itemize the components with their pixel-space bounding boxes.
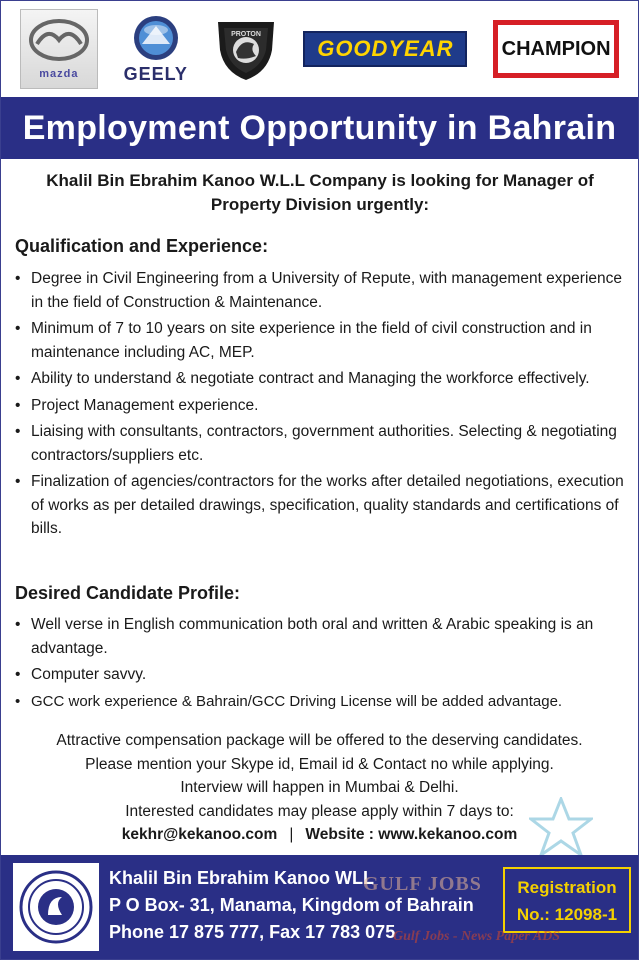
interview-location: Interview will happen in Mumbai & Delhi. (180, 779, 459, 796)
proton-wordmark: PROTON (230, 31, 261, 38)
qualification-list (15, 267, 635, 544)
goodyear-logo (303, 31, 467, 67)
postal-address: P O Box- 31, Manama, Kingdom of Bahrain (109, 895, 474, 915)
application-instructions: Please mention your Skype id, Email id & Contact no while applying. (85, 755, 554, 773)
intro-text: Khalil Bin Ebrahim Kanoo W.L.L Company is looking for Manager of Property Division urgently: (46, 171, 594, 214)
company-name: Khalil Bin Ebrahim Kanoo WLL (109, 868, 374, 888)
list-item: • Well verse in English communication both oral and written & Arabic speaking is an advantage. (15, 613, 635, 660)
mazda-emblem-icon (28, 18, 90, 62)
mazda-logo (20, 9, 98, 89)
website-link[interactable]: Website : www.kekanoo.com (305, 826, 518, 843)
profile-list (15, 613, 635, 716)
list-item: • Computer savvy. (15, 663, 635, 687)
champion-logo (493, 20, 619, 78)
email-link[interactable]: kekhr@kekanoo.com (121, 826, 278, 843)
champion-wordmark: CHAMPION (498, 25, 614, 73)
compensation-text: Attractive compensation package will be offered to the deserving candidates. (56, 732, 583, 749)
qualification-heading: Qualification and Experience: (15, 236, 269, 256)
company-address (109, 865, 474, 946)
registration-badge (503, 867, 631, 933)
goodyear-wordmark: GOODYEAR (303, 31, 467, 67)
list-item: • Degree in Civil Engineering from a University of Repute, with management experience in the field of Construction & Maintenance. (15, 267, 635, 314)
geely-wordmark: GEELY (123, 63, 188, 84)
phone-fax: Phone 17 875 777, Fax 17 783 075 (109, 922, 396, 942)
apply-deadline: Interested candidates may please apply within 7 days to: (125, 802, 514, 820)
kanoo-emblem-icon (18, 869, 94, 945)
proton-emblem-icon (214, 16, 278, 82)
watermark-star-icon (529, 797, 593, 857)
proton-logo (214, 16, 278, 82)
mazda-wordmark: mazda (39, 68, 79, 80)
profile-heading: Desired Candidate Profile: (15, 583, 241, 603)
list-item: • Ability to understand & negotiate contract and Managing the workforce effectively. (15, 367, 635, 391)
page-title: Employment Opportunity in Bahrain (1, 97, 638, 159)
list-item: • Project Management experience. (15, 394, 635, 418)
list-item: • Minimum of 7 to 10 years on site experience in the field of civil construction and in maintenance including AC, MEP. (15, 317, 635, 364)
list-item: • Finalization of agencies/contractors for the works after detailed negotiations, execution of works as per detailed drawings, specification, quality standards and certifications of bills. (15, 470, 635, 541)
list-item: • GCC work experience & Bahrain/GCC Driving License will be added advantage. (15, 690, 635, 714)
registration-number: No.: 12098-1 (516, 905, 618, 924)
geely-logo (124, 14, 188, 85)
watermark-tagline: Gulf Jobs - News Paper ADS (393, 929, 561, 944)
registration-label: Registration (517, 878, 617, 897)
separator: | (289, 826, 294, 843)
watermark-brand: GULF JOBS (363, 873, 482, 895)
brand-logo-strip (1, 1, 638, 97)
kanoo-seal-logo (13, 863, 99, 951)
list-item: • Liaising with consultants, contractors, government authorities. Selecting & negotiating contractors/suppliers etc. (15, 420, 635, 467)
geely-emblem-icon (130, 14, 182, 62)
